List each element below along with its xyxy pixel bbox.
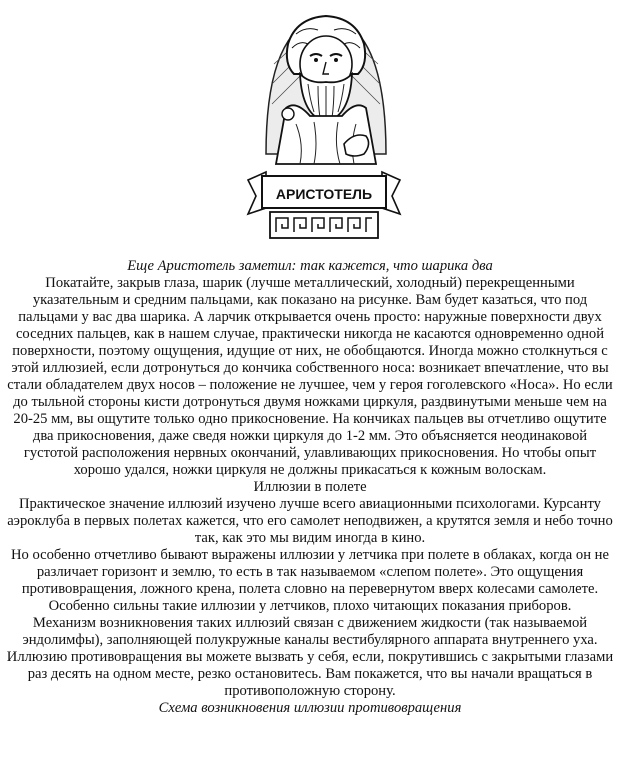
banner-label: АРИСТОТЕЛЬ (275, 186, 373, 202)
paragraph-2: Практическое значение иллюзий изучено лучше всего авиационными психологами. Курсанту аэроклуба в первых полетах кажется, что его самолет неподвижен, а крутятся земля и небо точно так, как это мы видим иногда в кино. (7, 496, 613, 546)
paragraph-3: Но особенно отчетливо бывают выражены иллюзии у летчика при полете в облаках, когда он не различает горизонт и землю, то есть в так называемом «слепом полете». Это ощущения противовращения, ложного крена, полета словно на перевернутом вверх колесами самолете. Особенно сильны такие иллюзии у летчиков, плохо читающих показания приборов. (11, 547, 609, 614)
figure-caption-bottom: Схема возникновения иллюзии противовращения (158, 700, 462, 716)
figure-caption-top: Еще Аристотель заметил: так кажется, что шарика два (127, 258, 493, 274)
section-heading: Иллюзии в полете (253, 479, 367, 495)
paragraph-1: Покатайте, закрыв глаза, шарик (лучше металлический, холодный) перекрещенными указательным и средним пальцами, как показано на рисунке. Вам будет казаться, что под пальцами у вас два шарика. А ларчик открывается очень просто: наружные поверхности двух соседних пальцев, как в нашем случае, практически никогда не касаются одновременно одной поверхности, поэтому ощущения, идущие от них, не обобщаются. Иногда можно столкнуться с этой иллюзией, если дотронуться до кончика собственного носа: возникает впечатление, что вы стали обладателем двух носов – положение не лучшее, чем у героя гоголевского «Носа». Но если до тыльной стороны кисти дотронуться двумя ножками циркуля, раздвинутыми меньше чем на 20-25 мм, вы ощутите только одно прикосновение. На кончиках пальцев вы отчетливо ощутите два прикосновения, даже сведя ножки циркуля до 1-2 мм. Это объясняется неодинаковой густотой расположения нервных окончаний, улавливающих прикосновения. Но чтобы опыт хорошо удался, ножки циркуля не должны прикасаться к кожным волоскам. (7, 275, 613, 478)
aristotle-illustration (226, 4, 422, 244)
aristotle-drawing (226, 4, 422, 244)
paragraph-4: Механизм возникновения таких иллюзий связан с движением жидкости (так называемой эндолимфы), заполняющей полукружные каналы вестибулярного аппарата внутреннего уха. Иллюзию противовращения вы можете вызвать у себя, если, покрутившись с закрытыми глазами раз десять на одном месте, резко остановитесь. Вам покажется, что вы начали вращаться в противоположную сторону. (6, 615, 614, 699)
article-text (6, 258, 614, 717)
